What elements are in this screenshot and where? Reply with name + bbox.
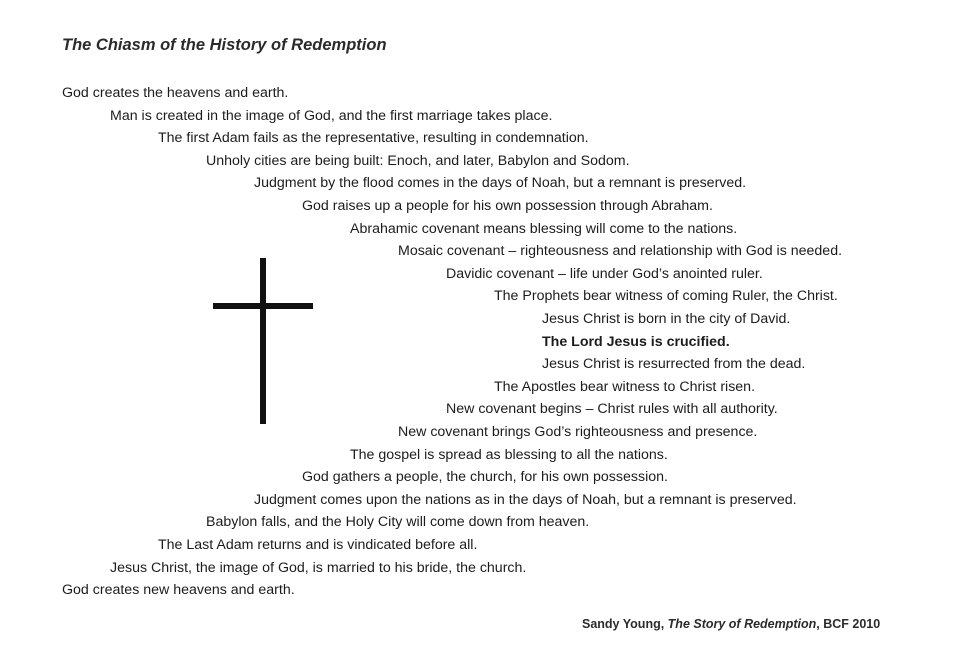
cross-vertical-beam xyxy=(260,258,266,424)
chiasm-line: The Apostles bear witness to Christ risen. xyxy=(494,378,756,395)
cross-icon xyxy=(213,258,313,424)
chiasm-line: God gathers a people, the church, for his own possession. xyxy=(302,469,668,486)
citation xyxy=(582,617,880,631)
chiasm-line: Mosaic covenant – righteousness and relationship with God is needed. xyxy=(398,243,843,260)
chiasm-line: New covenant brings God’s righteousness and presence. xyxy=(398,424,758,440)
cross-horizontal-beam xyxy=(213,303,313,309)
chiasm-line: Davidic covenant – life under God’s anointed ruler. xyxy=(446,265,763,282)
chiasm-line: New covenant begins – Christ rules with all authority. xyxy=(446,401,778,418)
chiasm-line: The Last Adam returns and is vindicated before all. xyxy=(158,537,478,553)
chiasm-line: Babylon falls, and the Holy City will come down from heaven. xyxy=(206,514,590,531)
chiasm-line: Abrahamic covenant means blessing will come to the nations. xyxy=(350,220,738,237)
chiasm-line: Man is created in the image of God, and the first marriage takes place. xyxy=(110,107,553,124)
citation-book-title: The Story of Redemption xyxy=(667,617,817,631)
chiasm-line: Jesus Christ is born in the city of David. xyxy=(542,311,791,327)
chiasm-line: The Prophets bear witness of coming Ruler, the Christ. xyxy=(494,288,838,305)
chiasm-line: God raises up a people for his own possession through Abraham. xyxy=(302,198,713,214)
chiasm-line: Judgment comes upon the nations as in the days of Noah, but a remnant is preserved. xyxy=(254,491,797,508)
chiasm-line: The first Adam fails as the representative, resulting in condemnation. xyxy=(158,130,589,147)
citation-author: Sandy Young, xyxy=(582,617,668,631)
document-title: The Chiasm of the History of Redemption xyxy=(62,36,387,54)
chiasm-line: Jesus Christ, the image of God, is married to his bride, the church. xyxy=(110,559,527,576)
chiasm-line: God creates new heavens and earth. xyxy=(62,582,295,599)
chiasm-line: Unholy cities are being built: Enoch, and later, Babylon and Sodom. xyxy=(206,152,630,169)
citation-publisher-year: , BCF 2010 xyxy=(816,617,881,631)
chiasm-line: Judgment by the flood comes in the days of Noah, but a remnant is preserved. xyxy=(254,175,747,192)
chiasm-line: God creates the heavens and earth. xyxy=(62,85,289,101)
chiasm-line: Jesus Christ is resurrected from the dead. xyxy=(542,356,806,373)
chiasm-center-line: The Lord Jesus is crucified. xyxy=(542,333,730,350)
chiasm-line: The gospel is spread as blessing to all the nations. xyxy=(350,446,668,463)
